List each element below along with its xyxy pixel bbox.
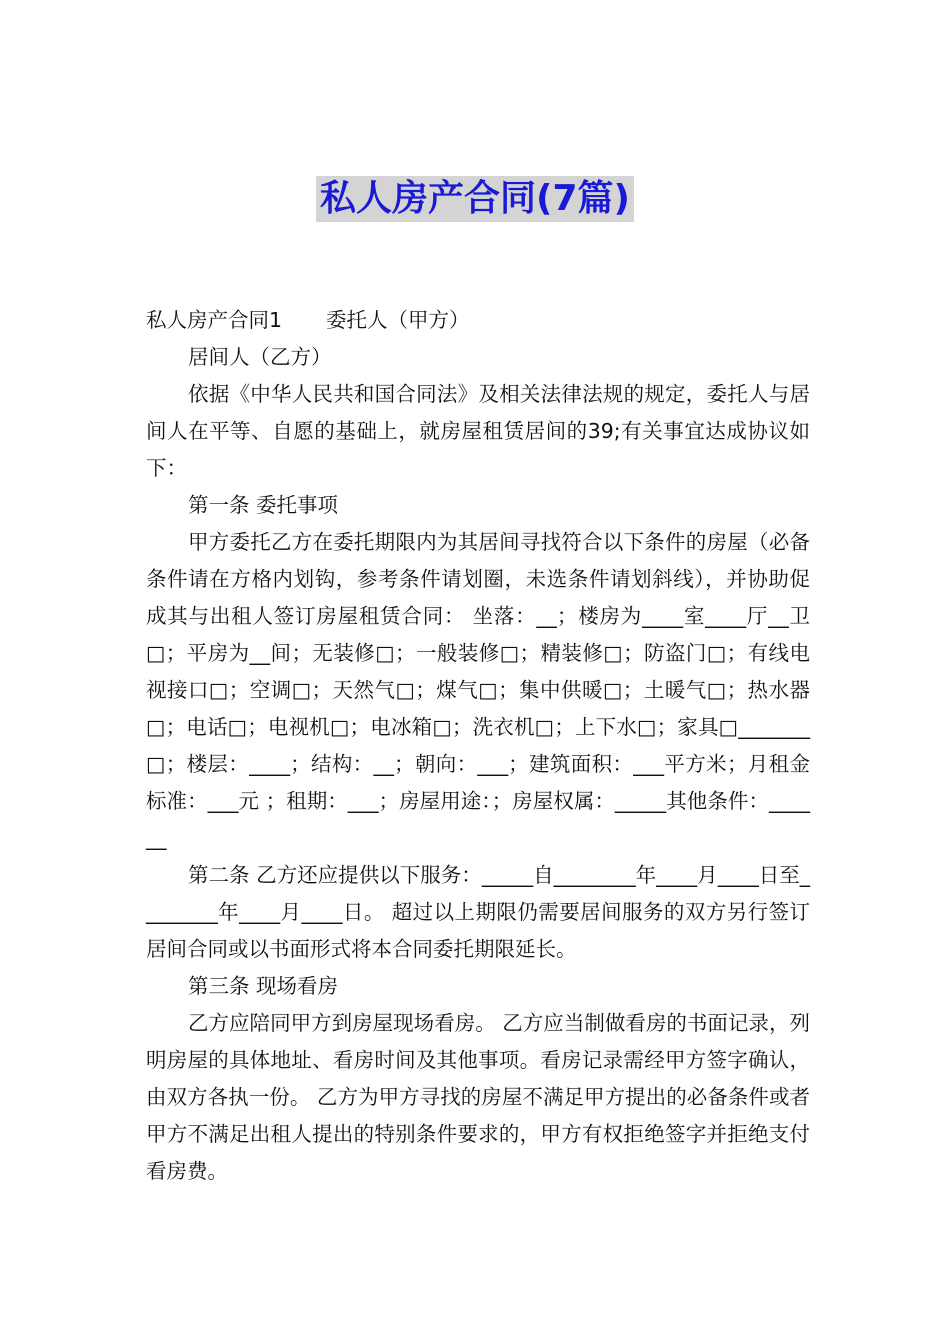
document-body bbox=[146, 302, 810, 1190]
principal-party: 委托人（甲方） bbox=[326, 308, 470, 332]
contract-heading-label: 私人房产合同1 bbox=[146, 308, 283, 332]
article-1-body: 甲方委托乙方在委托期限内为其居间寻找符合以下条件的房屋（必备条件请在方格内划钩，参考条件请划圈，未选条件请划斜线），并协助促成其与出租人签订房屋租赁合同： 坐落：__；楼房为____室____厅__卫□；平房为__间；无装修□；一般装修□；精装修□；防盗门□；有线电视接口□；空调□；天然气□；煤气□；集中供暖□；土暖气□；热水器□；电话□；电视机□；电冰箱□；洗衣机□；上下水□；家具□_______□；楼层：____；结构：__；朝向：___；建筑面积：___平方米；月租金标准：___元 ；租期：___；房屋用途：；房屋权属：_____其他条件：______ bbox=[146, 530, 810, 850]
basis-paragraph: 依据《中华人民共和国合同法》及相关法律法规的规定，委托人与居间人在平等、自愿的基础上，就房屋租赁居间的39;有关事宜达成协议如下： bbox=[146, 382, 810, 480]
article-1-title: 第一条 委托事项 bbox=[188, 493, 339, 517]
document-title: 私人房产合同(7篇) bbox=[316, 176, 634, 222]
first-line bbox=[146, 302, 810, 339]
article-3-title: 第三条 现场看房 bbox=[188, 974, 339, 998]
title-container bbox=[0, 176, 950, 222]
broker-party: 居间人（乙方） bbox=[188, 345, 332, 369]
article-3-body: 乙方应陪同甲方到房屋现场看房。 乙方应当制做看房的书面记录，列明房屋的具体地址、看房时间及其他事项。看房记录需经甲方签字确认，由双方各执一份。 乙方为甲方寻找的房屋不满足甲方提出的必备条件或者甲方不满足出租人提出的特别条件要求的，甲方有权拒绝签字并拒绝支付看房费。 bbox=[146, 1011, 810, 1183]
article-2-body: 第二条 乙方还应提供以下服务：_____自________年____月____日至________年____月____日。 超过以上期限仍需要居间服务的双方另行签订居间合同或以书面形式将本合同委托期限延长。 bbox=[146, 863, 810, 961]
